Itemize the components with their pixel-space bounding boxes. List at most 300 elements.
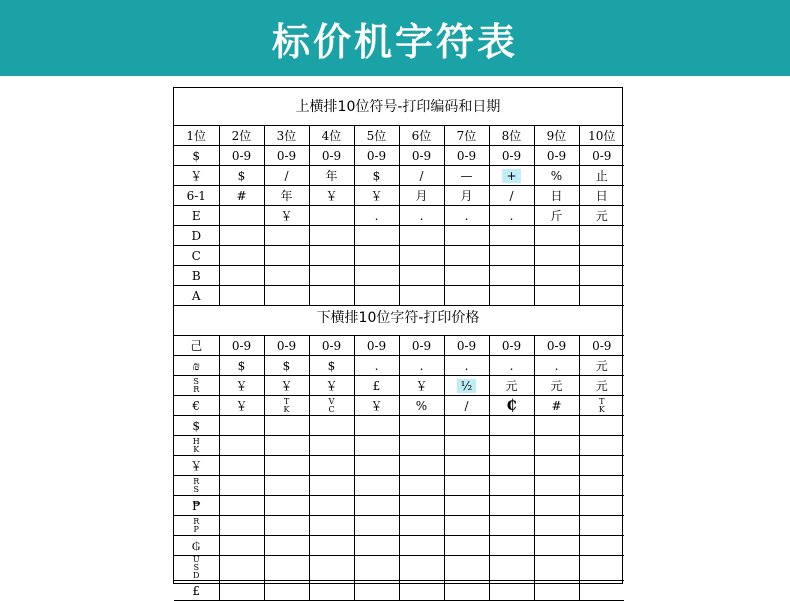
table-cell: [399, 286, 444, 306]
table-cell: [264, 581, 309, 601]
table-cell: [579, 436, 624, 456]
table-cell: [444, 186, 489, 206]
table-cell: [489, 556, 534, 581]
cell-text: 0-9: [411, 338, 432, 353]
table-cell: [264, 166, 309, 186]
table-cell: [534, 536, 579, 556]
cell-text: ￥: [325, 378, 338, 393]
table-row: [174, 166, 624, 186]
table-cell: [444, 581, 489, 601]
table-cell: [444, 356, 489, 376]
table-cell: [219, 436, 264, 456]
table-cell: [579, 556, 624, 581]
table-row: [174, 396, 624, 416]
table-cell: [579, 146, 624, 166]
table-cell: [174, 536, 219, 556]
table-cell: [264, 286, 309, 306]
table-cell: [444, 456, 489, 476]
table-cell: [174, 436, 219, 456]
table-row: [174, 146, 624, 166]
table-cell: [219, 166, 264, 186]
table-cell: [309, 456, 354, 476]
table-cell: [354, 556, 399, 581]
cell-text: %: [550, 168, 563, 183]
table-cell: [579, 456, 624, 476]
cell-text: €: [192, 398, 201, 413]
table-cell: [489, 416, 534, 436]
table-cell: [354, 496, 399, 516]
cell-text: ￥: [370, 188, 383, 203]
cell-text: 3位: [276, 128, 297, 143]
cell-text: 月: [415, 188, 428, 203]
table-cell: [534, 246, 579, 266]
table-cell: [444, 376, 489, 396]
table-cell: [219, 476, 264, 496]
table-cell: [399, 226, 444, 246]
table-cell: [174, 226, 219, 246]
table-row: [174, 416, 624, 436]
cell-text: 元: [595, 358, 608, 373]
table-cell: [219, 456, 264, 476]
table-row: [174, 516, 624, 536]
cell-text: %: [415, 398, 428, 413]
table-cell: [309, 226, 354, 246]
cell-text: 0-9: [276, 148, 297, 163]
table-cell: [264, 186, 309, 206]
table-cell: [354, 356, 399, 376]
table-cell: [489, 286, 534, 306]
table-cell: [309, 186, 354, 206]
cell-text: /: [284, 168, 289, 183]
table-cell: [579, 516, 624, 536]
cell-text: #: [236, 188, 247, 203]
table-row: [174, 496, 624, 516]
cell-text: .: [374, 208, 379, 223]
table-cell: [309, 476, 354, 496]
cell-text: $: [237, 168, 246, 183]
cell-text: 日: [595, 188, 608, 203]
column-header: [354, 126, 399, 146]
cell-text: 0-9: [276, 338, 297, 353]
table-cell: [354, 416, 399, 436]
table-cell: [579, 581, 624, 601]
table-cell: [354, 206, 399, 226]
cell-text: E: [191, 208, 201, 223]
cell-text: ½: [457, 379, 477, 393]
upper-header-row: [174, 126, 624, 146]
table-cell: [399, 436, 444, 456]
table-cell: [444, 436, 489, 456]
cell-text: 0-9: [546, 338, 567, 353]
table-row: [174, 456, 624, 476]
table-cell: [354, 476, 399, 496]
page-title: 标价机字符表: [271, 19, 518, 64]
table-cell: [489, 266, 534, 286]
cell-text: ￥: [370, 398, 383, 413]
table-cell: [534, 416, 579, 436]
cell-text: +: [502, 169, 520, 183]
table-cell: [219, 226, 264, 246]
cell-text: 0-9: [321, 148, 342, 163]
cell-text: .: [554, 358, 559, 373]
table-cell: [444, 266, 489, 286]
table-cell: [174, 206, 219, 226]
table-cell: [444, 206, 489, 226]
table-cell: [444, 226, 489, 246]
table-cell: [264, 246, 309, 266]
cell-text: TK: [283, 396, 290, 414]
table-cell: [264, 476, 309, 496]
cell-text: TK: [598, 396, 605, 414]
table-cell: [219, 286, 264, 306]
cell-text: .: [464, 358, 469, 373]
cell-text: .: [509, 358, 514, 373]
cell-text: ₪: [192, 358, 200, 373]
cell-text: ￥: [325, 188, 338, 203]
cell-text: 0-9: [231, 338, 252, 353]
column-header: [174, 126, 219, 146]
column-header: [264, 126, 309, 146]
cell-text: 元: [595, 378, 608, 393]
table-cell: [534, 581, 579, 601]
column-header: [534, 126, 579, 146]
table-cell: [489, 376, 534, 396]
table-cell: [399, 166, 444, 186]
cell-text: $: [282, 358, 291, 373]
table-cell: [579, 166, 624, 186]
cell-text: 己: [190, 338, 203, 353]
cell-text: —: [460, 168, 473, 183]
table-cell: [534, 376, 579, 396]
cell-text: $: [327, 358, 336, 373]
cell-text: 斤: [550, 208, 563, 223]
column-header: [489, 126, 534, 146]
table-cell: [219, 206, 264, 226]
table-cell: [354, 286, 399, 306]
table-cell: [534, 166, 579, 186]
table-row: [174, 356, 624, 376]
table-cell: [399, 376, 444, 396]
cell-text: 0-9: [456, 338, 477, 353]
table-cell: [354, 246, 399, 266]
cell-text: 2位: [231, 128, 252, 143]
cell-text: £: [372, 378, 381, 393]
cell-text: $: [237, 358, 246, 373]
table-cell: [534, 226, 579, 246]
table-cell: [354, 536, 399, 556]
table-cell: [264, 416, 309, 436]
cell-text: $: [372, 168, 381, 183]
table-cell: [489, 456, 534, 476]
cell-text: ₱: [192, 498, 201, 513]
cell-text: A: [191, 288, 201, 303]
table-cell: [579, 266, 624, 286]
table-cell: [579, 286, 624, 306]
table-cell: [219, 336, 264, 356]
cell-text: 0-9: [231, 148, 252, 163]
table-cell: [534, 516, 579, 536]
table-cell: [264, 436, 309, 456]
table-cell: [264, 456, 309, 476]
upper-section-title: 上横排10位符号-打印编码和日期: [295, 99, 501, 115]
cell-text: D: [191, 228, 202, 243]
table-cell: [489, 496, 534, 516]
cell-text: /: [464, 398, 469, 413]
table-cell: [579, 536, 624, 556]
table-cell: [579, 246, 624, 266]
cell-text: ￥: [190, 168, 203, 183]
table-cell: [489, 206, 534, 226]
table-cell: [354, 376, 399, 396]
table-row: [174, 536, 624, 556]
cell-text: HK: [192, 436, 200, 454]
table-cell: [534, 356, 579, 376]
table-cell: [264, 206, 309, 226]
table-cell: [354, 336, 399, 356]
cell-text: 0-9: [501, 338, 522, 353]
table-cell: [264, 356, 309, 376]
table-cell: [174, 286, 219, 306]
table-row: [174, 376, 624, 396]
table-cell: [309, 396, 354, 416]
table-row: [174, 556, 624, 581]
table-row: [174, 581, 624, 601]
column-header: [219, 126, 264, 146]
title-banner: [0, 0, 790, 76]
table-cell: [534, 266, 579, 286]
table-cell: [399, 456, 444, 476]
cell-text: ￥: [415, 378, 428, 393]
cell-text: ₲: [191, 538, 201, 553]
table-cell: [264, 376, 309, 396]
cell-text: 元: [505, 378, 518, 393]
table-cell: [174, 376, 219, 396]
cell-text: 0-9: [592, 338, 612, 353]
cell-text: .: [419, 358, 424, 373]
cell-text: ￥: [280, 378, 293, 393]
table-cell: [264, 396, 309, 416]
cell-text: ￥: [235, 378, 248, 393]
table-cell: [444, 416, 489, 436]
cell-text: 0-9: [501, 148, 522, 163]
lower-section-title: 下横排10位字符-打印价格: [316, 310, 480, 326]
cell-text: 5位: [366, 128, 387, 143]
table-row: [174, 476, 624, 496]
table-cell: [174, 266, 219, 286]
table-cell: [174, 396, 219, 416]
table-cell: [219, 496, 264, 516]
table-cell: [219, 581, 264, 601]
cell-text: 年: [280, 188, 293, 203]
table-cell: [174, 336, 219, 356]
cell-text: .: [419, 208, 424, 223]
table-cell: [444, 166, 489, 186]
table-cell: [489, 226, 534, 246]
cell-text: 9位: [546, 128, 567, 143]
table-cell: [399, 356, 444, 376]
cell-text: /: [419, 168, 424, 183]
table-cell: [399, 336, 444, 356]
table-cell: [489, 336, 534, 356]
table-cell: [579, 356, 624, 376]
table-cell: [354, 456, 399, 476]
cell-text: SR: [193, 376, 200, 394]
cell-text: 元: [550, 378, 563, 393]
cell-text: 0-9: [546, 148, 567, 163]
table-cell: [579, 476, 624, 496]
table-cell: [174, 166, 219, 186]
table-cell: [489, 581, 534, 601]
cell-text: ₵: [506, 396, 517, 414]
table-cell: [489, 396, 534, 416]
cell-text: 6位: [411, 128, 432, 143]
cell-text: 8位: [501, 128, 522, 143]
table-cell: [354, 226, 399, 246]
table-cell: [534, 456, 579, 476]
table-row: [174, 266, 624, 286]
table-cell: [354, 581, 399, 601]
column-header: [444, 126, 489, 146]
table-cell: [219, 246, 264, 266]
table-cell: [489, 516, 534, 536]
table-cell: [309, 246, 354, 266]
cell-text: 元: [595, 208, 608, 223]
table-cell: [489, 166, 534, 186]
table-cell: [174, 186, 219, 206]
table-cell: [309, 556, 354, 581]
table-cell: [534, 206, 579, 226]
table-cell: [579, 226, 624, 246]
table-cell: [579, 186, 624, 206]
table-row: [174, 286, 624, 306]
table-cell: [489, 536, 534, 556]
table-cell: [534, 476, 579, 496]
table-cell: [489, 186, 534, 206]
table-cell: [309, 146, 354, 166]
table-cell: [399, 496, 444, 516]
table-cell: [309, 266, 354, 286]
table-cell: [579, 396, 624, 416]
table-cell: [489, 356, 534, 376]
column-header: [579, 126, 624, 146]
table-cell: [444, 246, 489, 266]
table-row: [174, 186, 624, 206]
cell-text: 7位: [456, 128, 477, 143]
table-cell: [219, 416, 264, 436]
table-cell: [399, 186, 444, 206]
cell-text: C: [191, 248, 201, 263]
table-row: [174, 206, 624, 226]
cell-text: ￥: [235, 398, 248, 413]
column-header: [309, 126, 354, 146]
table-cell: [399, 396, 444, 416]
table-cell: [399, 581, 444, 601]
table-cell: [174, 356, 219, 376]
table-cell: [399, 556, 444, 581]
table-cell: [579, 376, 624, 396]
table-cell: [264, 556, 309, 581]
cell-text: ￥: [190, 458, 203, 473]
table-cell: [399, 246, 444, 266]
cell-text: 0-9: [366, 338, 387, 353]
table-cell: [264, 516, 309, 536]
table-cell: [579, 206, 624, 226]
table-cell: [174, 416, 219, 436]
table-cell: [489, 246, 534, 266]
cell-text: .: [509, 208, 514, 223]
table-cell: [309, 581, 354, 601]
table-cell: [579, 336, 624, 356]
table-cell: [174, 146, 219, 166]
table-cell: [534, 186, 579, 206]
cell-text: 日: [550, 188, 563, 203]
table-cell: [534, 496, 579, 516]
cell-text: £: [192, 583, 201, 598]
table-cell: [309, 286, 354, 306]
cell-text: USD: [192, 555, 200, 580]
table-cell: [354, 146, 399, 166]
table-cell: [219, 146, 264, 166]
table-cell: [354, 396, 399, 416]
table-cell: [264, 336, 309, 356]
table-cell: [219, 376, 264, 396]
table-cell: [174, 496, 219, 516]
table-cell: [219, 556, 264, 581]
table-cell: [174, 246, 219, 266]
table-cell: [174, 581, 219, 601]
cell-text: .: [464, 208, 469, 223]
cell-text: .: [374, 358, 379, 373]
table-cell: [444, 396, 489, 416]
table-cell: [534, 336, 579, 356]
table-cell: [309, 416, 354, 436]
table-cell: [399, 146, 444, 166]
cell-text: 年: [325, 168, 338, 183]
table-cell: [399, 416, 444, 436]
cell-text: B: [191, 268, 201, 283]
cell-text: RP: [193, 516, 200, 534]
table-cell: [489, 476, 534, 496]
cell-text: 0-9: [321, 338, 342, 353]
cell-text: VC: [328, 396, 335, 414]
table-cell: [219, 266, 264, 286]
table-cell: [219, 186, 264, 206]
column-header: [399, 126, 444, 146]
cell-text: ￥: [280, 208, 293, 223]
table-cell: [264, 226, 309, 246]
cell-text: 止: [595, 168, 608, 183]
cell-text: 6-1: [186, 188, 206, 203]
cell-text: 10位: [588, 128, 616, 143]
table-cell: [534, 286, 579, 306]
upper-grid: [174, 125, 624, 306]
table-cell: [444, 516, 489, 536]
cell-text: 4位: [321, 128, 342, 143]
table-cell: [309, 166, 354, 186]
cell-text: 0-9: [456, 148, 477, 163]
table-cell: [264, 146, 309, 166]
table-cell: [309, 536, 354, 556]
cell-text: /: [509, 188, 514, 203]
table-cell: [444, 146, 489, 166]
table-cell: [354, 166, 399, 186]
table-cell: [444, 496, 489, 516]
cell-text: $: [192, 148, 201, 163]
table-cell: [534, 146, 579, 166]
table-cell: [444, 476, 489, 496]
cell-text: #: [551, 398, 562, 413]
table-cell: [264, 266, 309, 286]
